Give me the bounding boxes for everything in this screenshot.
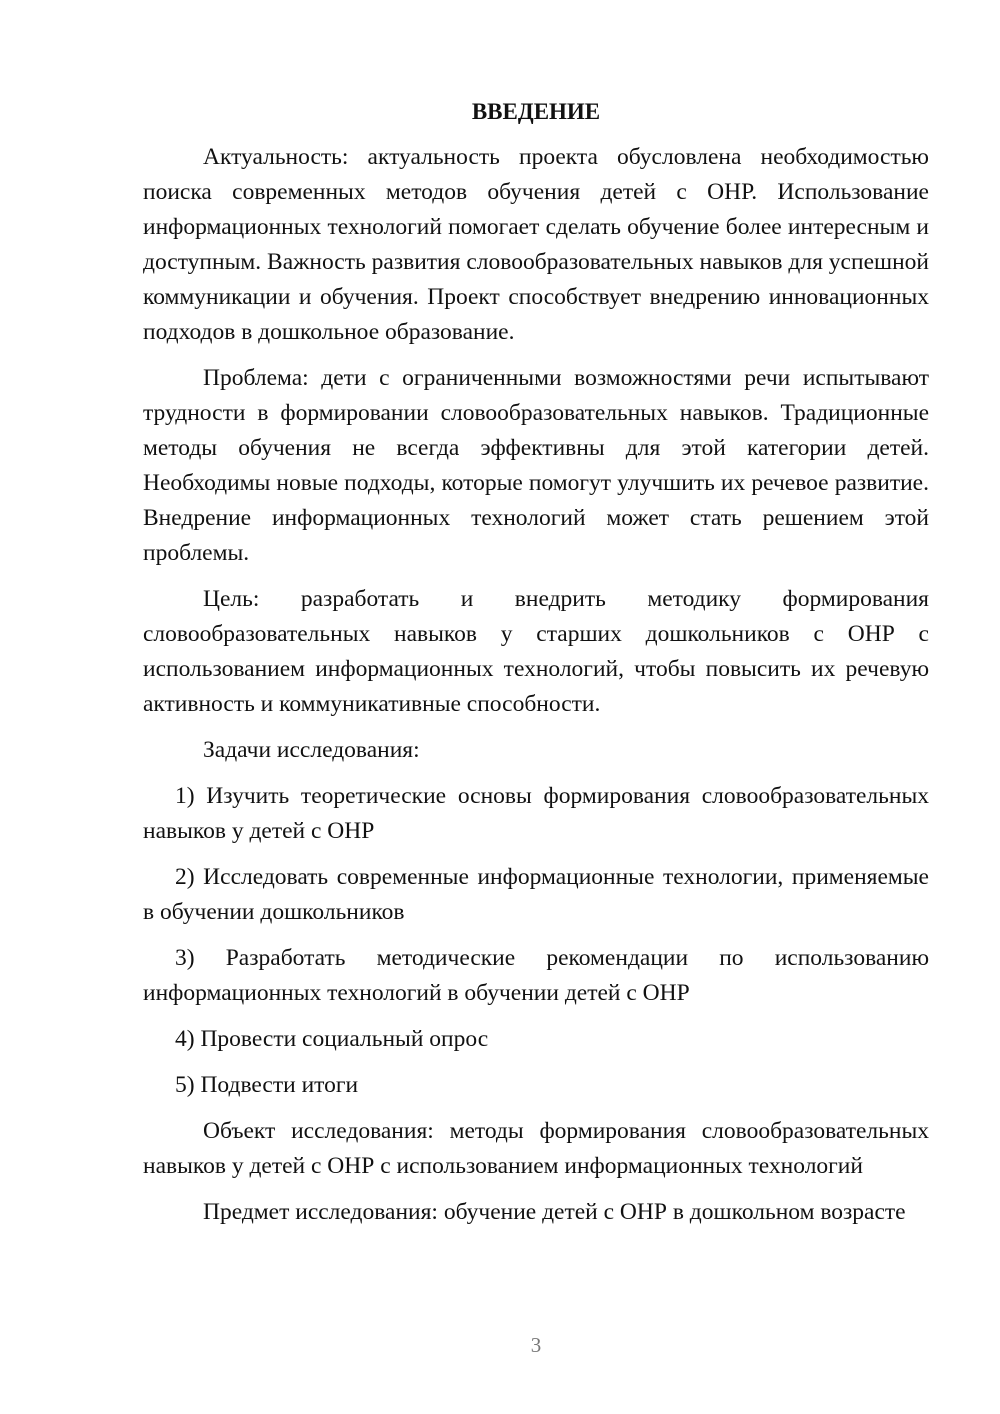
- task-item-4: 4) Провести социальный опрос: [175, 1026, 489, 1052]
- page-heading: ВВЕДЕНИЕ: [471, 99, 601, 124]
- task-item-2: 2) Исследовать современные информационные технологии, применяемые в обучении дошкольников: [143, 864, 929, 925]
- task-item-3: 3) Разработать методические рекомендации по использованию информационных технологий в обучении детей с ОНР: [143, 945, 929, 1006]
- tasks-intro: Задачи исследования:: [203, 737, 420, 763]
- relevance-paragraph: Актуальность: актуальность проекта обусловлена необходимостью поиска современных методов обучения детей с ОНР. Использование информационных технологий помогает сделать обучение более интересным и доступным. Важность развития словообразовательных навыков для успешной коммуникации и обучения. Проект способствует внедрению инновационных подходов в дошкольное образование.: [143, 144, 929, 345]
- task-item-1: 1) Изучить теоретические основы формирования словообразовательных навыков у детей с ОНР: [143, 783, 929, 844]
- page-content: [143, 94, 929, 1241]
- goal-paragraph: Цель: разработать и внедрить методику формирования словообразовательных навыков у старших дошкольников с ОНР с использованием информационных технологий, чтобы повысить их речевую активность и коммуникативные способности.: [143, 586, 929, 717]
- task-item-5: 5) Подвести итоги: [175, 1072, 359, 1098]
- problem-paragraph: Проблема: дети с ограниченными возможностями речи испытывают трудности в формировании словообразовательных навыков. Традиционные методы обучения не всегда эффективны для этой категории детей. Необходимы новые подходы, которые помогут улучшить их речевое развитие. Внедрение информационных технологий может стать решением этой проблемы.: [143, 365, 929, 566]
- page-number: 3: [530, 1333, 542, 1357]
- subject-paragraph: Предмет исследования: обучение детей с ОНР в дошкольном возрасте: [203, 1199, 906, 1225]
- object-paragraph: Объект исследования: методы формирования словообразовательных навыков у детей с ОНР с использованием информационных технологий: [143, 1118, 929, 1179]
